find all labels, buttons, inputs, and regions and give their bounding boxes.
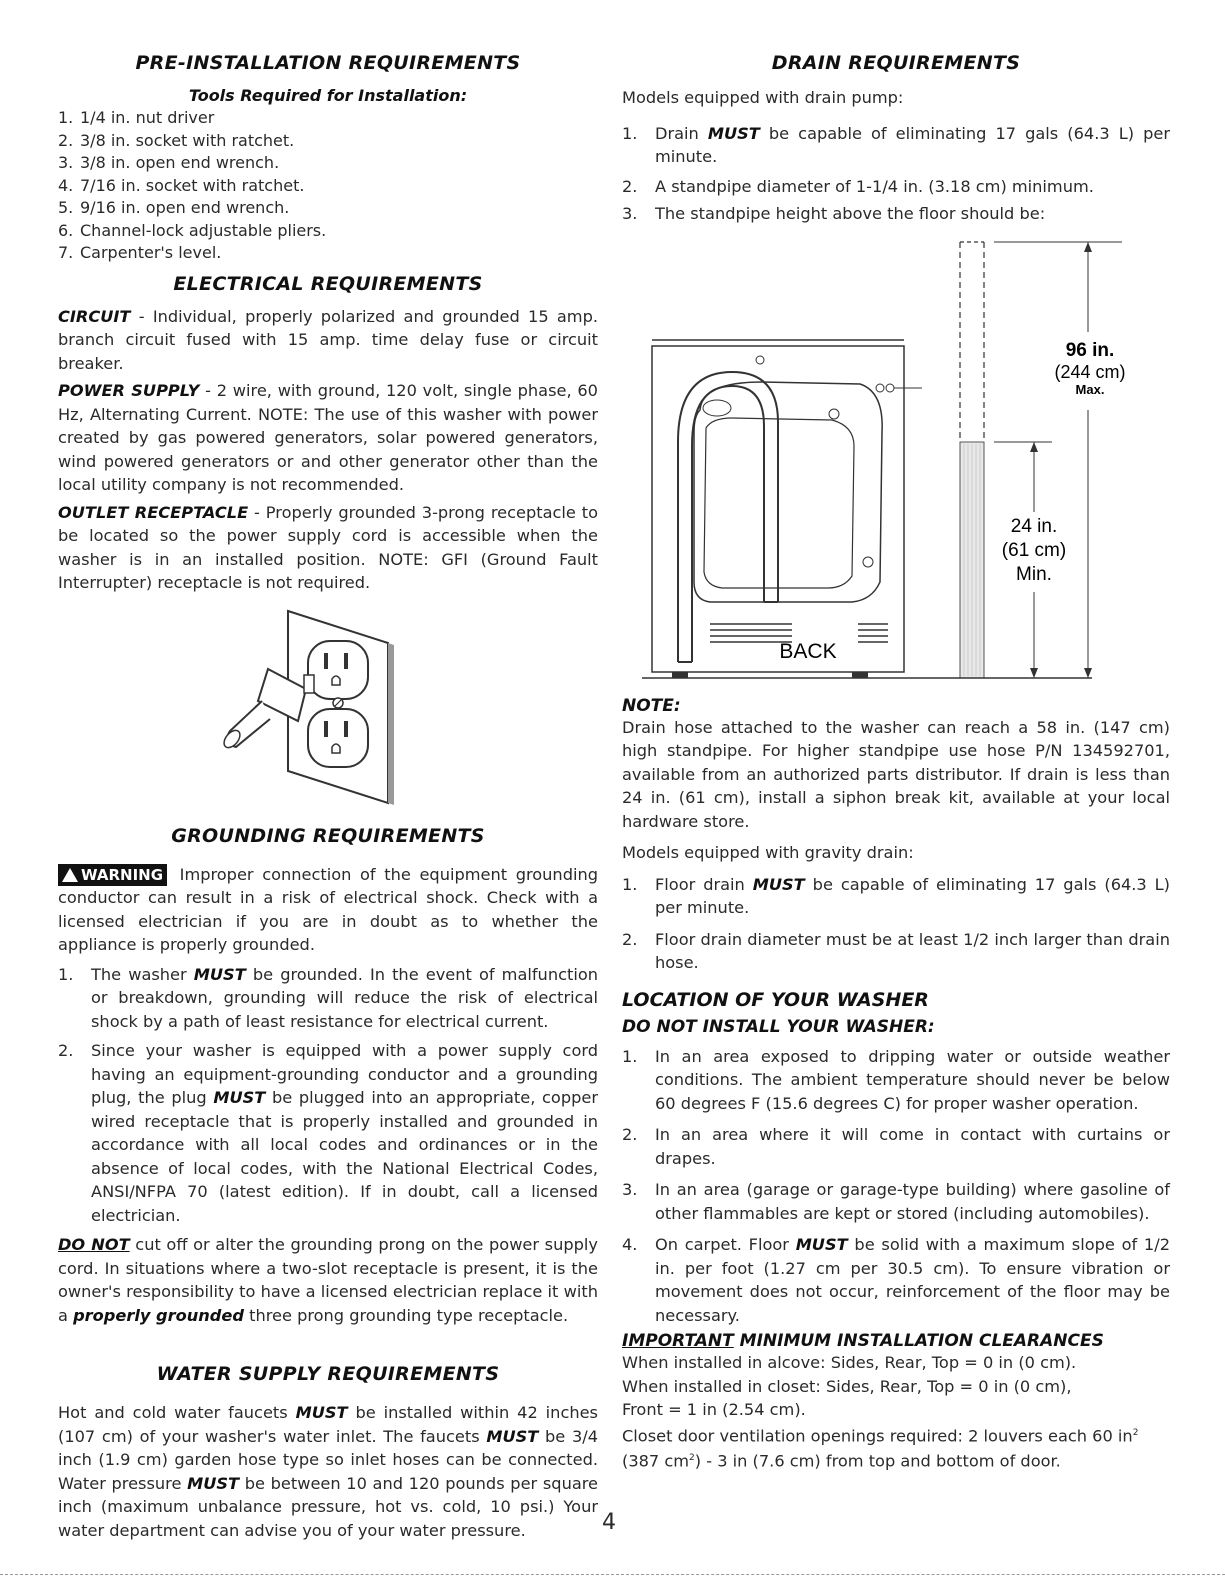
clearance-front: Front = 1 in (2.54 cm). [622, 1400, 806, 1419]
max-label: Max. [1075, 381, 1105, 397]
list-item: 2. Since your washer is equipped with a power supply cord having an equipment-grounding conductor and a grounding plug, the plug MUST be plugged into an appropriate, copper wired receptacle that is properly installed and grounded in accordance with all local codes and ordinances or in the absence of local codes, with the National Electrical Codes, ANSI/NFPA 70 (latest edition). If in doubt, call a licensed electrician. [58, 1041, 599, 1225]
drain-heading: DRAIN REQUIREMENTS [771, 52, 1021, 74]
back-label: BACK [779, 639, 837, 663]
page-number: 4 [602, 1510, 616, 1535]
outlet-paragraph: OUTLET RECEPTACLE - Properly grounded 3-prong receptacle to be located so the power supply cord is accessible when the washer is in an installed position. NOTE: GFI (Ground Fault Interrupter) receptacle is not required. [58, 502, 598, 592]
list-item: 3. The standpipe height above the floor should be: [622, 204, 1046, 223]
water-supply-heading: WATER SUPPLY REQUIREMENTS [156, 1363, 500, 1385]
min-label: Min. [1016, 563, 1052, 585]
list-item: 3. 3/8 in. open end wrench. [58, 153, 280, 172]
list-item: 2. 3/8 in. socket with ratchet. [58, 130, 295, 150]
list-item: 7. Carpenter's level. [58, 243, 222, 262]
list-item: 3. In an area (garage or garage-type building) where gasoline of other flammables are kept or stored (including automobiles). [622, 1180, 1170, 1223]
list-item: 2. In an area where it will come in contact with curtains or drapes. [622, 1125, 1170, 1168]
list-item: 1. 1/4 in. nut driver [58, 108, 215, 127]
standpipe-diagram [622, 232, 1170, 682]
clearance-closet: When installed in closet: Sides, Rear, Top = 0 in (0 cm), [622, 1376, 1072, 1396]
list-item: 1. The washer MUST be grounded. In the event of malfunction or breakdown, grounding will reduce the risk of electrical shock by a path of least resistance for electrical current. [58, 964, 598, 1031]
warning-badge: WARNING [58, 864, 167, 886]
tools-heading: Tools Required for Installation: [188, 86, 468, 105]
do-not-paragraph: DO NOT cut off or alter the grounding prong on the power supply cord. In situations where a two-slot receptacle is present, it is the owner's responsibility to have a licensed electrician replace it with a properly grounded three prong grounding type receptacle. [58, 1235, 598, 1325]
list-item: 2. Floor drain diameter must be at least 1/2 inch larger than drain hose. [622, 929, 1170, 972]
list-item: 5. 9/16 in. open end wrench. [58, 198, 290, 217]
list-item: 1. Floor drain MUST be capable of eliminating 17 gals (64.3 L) per minute. [622, 874, 1171, 917]
circuit-paragraph: CIRCUIT - Individual, properly polarized and grounded 15 amp. branch circuit fused with 15 amp. time delay fuse or circuit breaker. [58, 306, 598, 373]
max-height-cm-label: (244 cm) [1054, 361, 1126, 382]
note-label: NOTE: [622, 695, 681, 716]
max-height-in-label: 96 in. [1065, 339, 1115, 361]
right-column [622, 52, 1170, 1473]
clearance-ventilation: Closet door ventilation openings required: 2 louvers each 60 $in^2$ (387 $cm^2) - 3$ in (7.6 cm) from top and bottom of door. [622, 1425, 1139, 1471]
water-supply-paragraph: Hot and cold water faucets MUST be installed within 42 inches (107 cm) of your washer's water inlet. The faucets MUST be 3/4 inch (1.9 cm) garden hose type so inlet hoses can be connected. Water pressure MUST be between 10 and 120 pounds per square inch (maximum unbalance pressure, hot vs. cold, 10 psi.) Your water department can advise you of your water pressure. [58, 1403, 599, 1540]
tools-list [58, 107, 598, 265]
drain-intro: Models equipped with drain pump: [622, 88, 904, 107]
grounding-heading: GROUNDING REQUIREMENTS [171, 824, 485, 847]
clearance-alcove: When installed in alcove: Sides, Rear, Top = 0 in (0 cm). [622, 1353, 1077, 1372]
min-height-cm-label: (61 cm) [1001, 539, 1067, 561]
gravity-intro: Models equipped with gravity drain: [622, 843, 914, 862]
power-supply-paragraph: POWER SUPPLY - 2 wire, with ground, 120 volt, single phase, 60 Hz, Alternating Current. NOTE: The use of this washer with power created by gas powered generators, solar powered generators, wind powered generators or and other generator other than the local utility company is not recommended. [58, 381, 598, 494]
bottom-divider [0, 1574, 1225, 1575]
warning-triangle-icon [62, 868, 78, 882]
list-item: 2. A standpipe diameter of 1-1/4 in. (3.18 cm) minimum. [622, 176, 1094, 196]
location-heading: LOCATION OF YOUR WASHER [622, 988, 929, 1011]
warning-paragraph: WARNING Improper connection of the equipment grounding conductor can result in a risk of electrical shock. Check with a licensed electrician if you are in doubt as to whether the appliance is properly grounded. [58, 864, 598, 954]
electrical-heading: ELECTRICAL REQUIREMENTS [173, 272, 483, 295]
clearances-heading: IMPORTANT MINIMUM INSTALLATION CLEARANCES [622, 1331, 1104, 1351]
outlet-illustration [218, 591, 438, 811]
list-item: 4. 7/16 in. socket with ratchet. [58, 175, 305, 195]
list-item: 1. In an area exposed to dripping water or outside weather conditions. The ambient temperature should never be below 60 degrees F (15.6 degrees C) for proper washer operation. [622, 1046, 1170, 1113]
min-height-in-label: 24 in. [1010, 515, 1058, 537]
list-item: 6. Channel-lock adjustable pliers. [58, 220, 327, 240]
pre-installation-heading: PRE-INSTALLATION REQUIREMENTS [135, 52, 521, 74]
do-not-install-heading: DO NOT INSTALL YOUR WASHER: [622, 1016, 935, 1037]
list-item: 1. Drain MUST be capable of eliminating 17 gals (64.3 L) per minute. [622, 123, 1170, 166]
left-column [58, 52, 598, 1542]
note-paragraph: Drain hose attached to the washer can reach a 58 in. (147 cm) high standpipe. For higher standpipe use hose P/N 134592701, available from an authorized parts distributor. If drain is less than 24 in. (61 cm), install a siphon break kit, available at your local hardware store. [622, 717, 1170, 831]
list-item: 4. On carpet. Floor MUST be solid with a maximum slope of 1/2 in. per foot (1.27 cm per 30.5 cm). To ensure vibration or movement does not occur, reinforcement of the floor may be necessary. [622, 1235, 1170, 1325]
